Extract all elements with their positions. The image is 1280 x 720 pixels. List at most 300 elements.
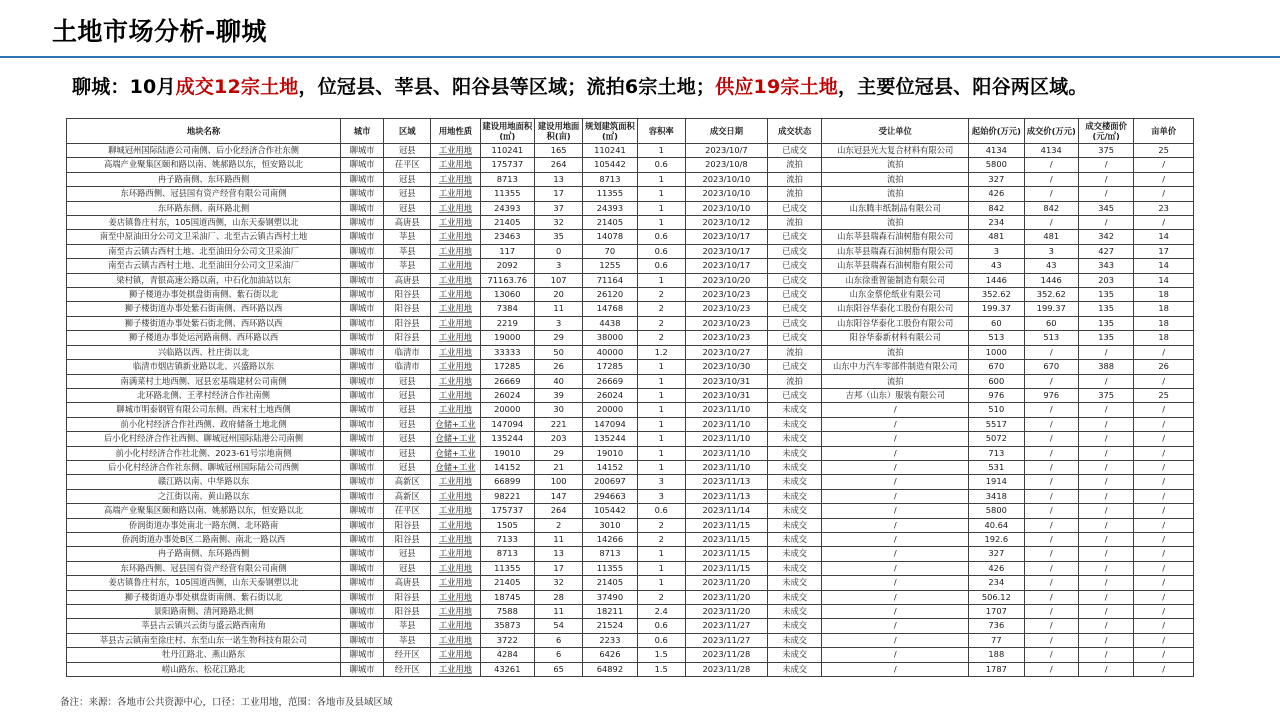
cell-starting-price: 40.64 bbox=[969, 518, 1024, 532]
cell-site-area-mu: 264 bbox=[535, 504, 583, 518]
headline-summary bbox=[72, 72, 1088, 99]
cell-city: 聊城市 bbox=[341, 532, 384, 546]
cell-floor-price: 388 bbox=[1078, 360, 1133, 374]
cell-floor-area-sqm: 26669 bbox=[583, 374, 637, 388]
cell-plot-name: 东环路东侧、南环路北侧 bbox=[67, 201, 341, 215]
cell-site-area-sqm: 26669 bbox=[480, 374, 534, 388]
cell-deal-price: / bbox=[1024, 619, 1078, 633]
cell-site-area-sqm: 18745 bbox=[480, 590, 534, 604]
cell-plot-name: 姜店镇鲁庄村东，105国道西侧，山东天泰钢塑以北 bbox=[67, 216, 341, 230]
cell-deal-date: 2023/10/12 bbox=[685, 216, 767, 230]
cell-city: 聊城市 bbox=[341, 187, 384, 201]
cell-floor-area-sqm: 40000 bbox=[583, 345, 637, 359]
cell-plot-name: 景阳路南侧、清河路路北侧 bbox=[67, 605, 341, 619]
cell-site-area-sqm: 21405 bbox=[480, 216, 534, 230]
cell-site-area-mu: 29 bbox=[535, 446, 583, 460]
cell-site-area-mu: 28 bbox=[535, 590, 583, 604]
cell-site-area-sqm: 11355 bbox=[480, 187, 534, 201]
cell-site-area-sqm: 7384 bbox=[480, 302, 534, 316]
cell-deal-price: / bbox=[1024, 648, 1078, 662]
cell-deal-status: 未成交 bbox=[767, 432, 821, 446]
cell-site-area-mu: 203 bbox=[535, 432, 583, 446]
cell-price-per-mu: / bbox=[1134, 576, 1194, 590]
cell-land-use: 工业用地 bbox=[431, 489, 480, 503]
cell-land-use: 仓储+工业 bbox=[431, 460, 480, 474]
cell-land-use: 工业用地 bbox=[431, 244, 480, 258]
cell-floor-area-sqm: 14768 bbox=[583, 302, 637, 316]
cell-deal-status: 已成交 bbox=[767, 201, 821, 215]
table-row bbox=[67, 244, 1194, 258]
cell-floor-area-sqm: 37490 bbox=[583, 590, 637, 604]
cell-land-use: 仓储+工业 bbox=[431, 417, 480, 431]
cell-price-per-mu: / bbox=[1134, 532, 1194, 546]
cell-land-use: 工业用地 bbox=[431, 144, 480, 158]
cell-buyer: / bbox=[822, 619, 969, 633]
cell-district: 阳谷县 bbox=[384, 518, 431, 532]
cell-price-per-mu: / bbox=[1134, 590, 1194, 604]
cell-plot-name: 冉子路南侧、东环路西侧 bbox=[67, 547, 341, 561]
cell-floor-price: 135 bbox=[1078, 288, 1133, 302]
cell-land-use: 工业用地 bbox=[431, 662, 480, 676]
cell-deal-status: 已成交 bbox=[767, 288, 821, 302]
cell-deal-date: 2023/10/10 bbox=[685, 172, 767, 186]
cell-floor-price: / bbox=[1078, 475, 1133, 489]
cell-deal-date: 2023/10/10 bbox=[685, 187, 767, 201]
column-header-plot-ratio: 容积率 bbox=[637, 119, 685, 144]
cell-district: 冠县 bbox=[384, 403, 431, 417]
cell-floor-price: / bbox=[1078, 489, 1133, 503]
cell-floor-area-sqm: 14152 bbox=[583, 460, 637, 474]
cell-floor-price: / bbox=[1078, 590, 1133, 604]
cell-district: 经开区 bbox=[384, 648, 431, 662]
cell-price-per-mu: / bbox=[1134, 489, 1194, 503]
cell-floor-area-sqm: 2233 bbox=[583, 633, 637, 647]
cell-plot-name: 狮子楼街道办事处紫石街北侧、西环路以西 bbox=[67, 316, 341, 330]
cell-district: 高新区 bbox=[384, 489, 431, 503]
cell-starting-price: 60 bbox=[969, 316, 1024, 330]
cell-floor-area-sqm: 3010 bbox=[583, 518, 637, 532]
cell-deal-price: 976 bbox=[1024, 388, 1078, 402]
table-row bbox=[67, 561, 1194, 575]
table-row bbox=[67, 633, 1194, 647]
cell-deal-status: 流拍 bbox=[767, 345, 821, 359]
cell-deal-price: 513 bbox=[1024, 331, 1078, 345]
cell-plot-name: 莘县古云镇南至徐庄村、东至山东一诺生物科技有限公司 bbox=[67, 633, 341, 647]
cell-buyer: 流拍 bbox=[822, 187, 969, 201]
cell-land-use: 工业用地 bbox=[431, 648, 480, 662]
cell-site-area-sqm: 43261 bbox=[480, 662, 534, 676]
cell-site-area-sqm: 117 bbox=[480, 244, 534, 258]
cell-deal-date: 2023/10/17 bbox=[685, 259, 767, 273]
cell-floor-area-sqm: 18211 bbox=[583, 605, 637, 619]
cell-price-per-mu: 18 bbox=[1134, 316, 1194, 330]
cell-buyer: / bbox=[822, 561, 969, 575]
cell-starting-price: 5800 bbox=[969, 158, 1024, 172]
cell-deal-date: 2023/10/27 bbox=[685, 345, 767, 359]
column-header-district: 区域 bbox=[384, 119, 431, 144]
cell-price-per-mu: 17 bbox=[1134, 244, 1194, 258]
cell-floor-price: / bbox=[1078, 648, 1133, 662]
cell-land-use: 工业用地 bbox=[431, 273, 480, 287]
cell-deal-price: 842 bbox=[1024, 201, 1078, 215]
cell-city: 聊城市 bbox=[341, 403, 384, 417]
cell-buyer: / bbox=[822, 403, 969, 417]
cell-city: 聊城市 bbox=[341, 619, 384, 633]
cell-site-area-mu: 147 bbox=[535, 489, 583, 503]
cell-floor-price: / bbox=[1078, 532, 1133, 546]
cell-deal-price: / bbox=[1024, 460, 1078, 474]
cell-starting-price: 481 bbox=[969, 230, 1024, 244]
cell-price-per-mu: 26 bbox=[1134, 360, 1194, 374]
cell-plot-ratio: 2 bbox=[637, 288, 685, 302]
cell-price-per-mu: 23 bbox=[1134, 201, 1194, 215]
cell-starting-price: 600 bbox=[969, 374, 1024, 388]
column-header-land-use: 用地性质 bbox=[431, 119, 480, 144]
cell-buyer: / bbox=[822, 648, 969, 662]
page-title: 土地市场分析-聊城 bbox=[52, 17, 267, 46]
table-row bbox=[67, 259, 1194, 273]
cell-land-use: 工业用地 bbox=[431, 230, 480, 244]
cell-district: 阳谷县 bbox=[384, 590, 431, 604]
cell-site-area-mu: 3 bbox=[535, 259, 583, 273]
cell-site-area-sqm: 20000 bbox=[480, 403, 534, 417]
cell-floor-price: / bbox=[1078, 547, 1133, 561]
cell-deal-date: 2023/11/13 bbox=[685, 489, 767, 503]
cell-land-use: 工业用地 bbox=[431, 403, 480, 417]
cell-price-per-mu: / bbox=[1134, 417, 1194, 431]
cell-price-per-mu: / bbox=[1134, 158, 1194, 172]
cell-floor-price: / bbox=[1078, 417, 1133, 431]
cell-plot-name: 牡丹江路北、燕山路东 bbox=[67, 648, 341, 662]
cell-buyer: / bbox=[822, 532, 969, 546]
cell-deal-date: 2023/11/14 bbox=[685, 504, 767, 518]
cell-site-area-sqm: 26024 bbox=[480, 388, 534, 402]
cell-deal-date: 2023/11/15 bbox=[685, 532, 767, 546]
cell-floor-price: / bbox=[1078, 633, 1133, 647]
cell-deal-date: 2023/10/31 bbox=[685, 388, 767, 402]
cell-deal-date: 2023/11/15 bbox=[685, 561, 767, 575]
cell-city: 聊城市 bbox=[341, 201, 384, 215]
cell-deal-status: 已成交 bbox=[767, 144, 821, 158]
cell-plot-ratio: 1 bbox=[637, 417, 685, 431]
cell-site-area-sqm: 24393 bbox=[480, 201, 534, 215]
table-row bbox=[67, 216, 1194, 230]
cell-city: 聊城市 bbox=[341, 662, 384, 676]
cell-deal-date: 2023/10/30 bbox=[685, 360, 767, 374]
cell-plot-name: 姜店镇鲁庄村东，105国道西侧，山东天泰钢塑以北 bbox=[67, 576, 341, 590]
cell-floor-area-sqm: 71164 bbox=[583, 273, 637, 287]
cell-buyer: / bbox=[822, 475, 969, 489]
cell-deal-status: 未成交 bbox=[767, 460, 821, 474]
cell-city: 聊城市 bbox=[341, 230, 384, 244]
cell-floor-area-sqm: 14078 bbox=[583, 230, 637, 244]
cell-price-per-mu: / bbox=[1134, 345, 1194, 359]
cell-deal-status: 未成交 bbox=[767, 532, 821, 546]
cell-floor-area-sqm: 1255 bbox=[583, 259, 637, 273]
land-transactions-table bbox=[66, 118, 1194, 677]
cell-district: 阳谷县 bbox=[384, 605, 431, 619]
cell-deal-status: 已成交 bbox=[767, 244, 821, 258]
cell-deal-status: 未成交 bbox=[767, 518, 821, 532]
cell-floor-price: / bbox=[1078, 432, 1133, 446]
cell-deal-status: 已成交 bbox=[767, 259, 821, 273]
cell-plot-ratio: 2 bbox=[637, 316, 685, 330]
cell-starting-price: 736 bbox=[969, 619, 1024, 633]
cell-deal-status: 未成交 bbox=[767, 417, 821, 431]
cell-floor-area-sqm: 8713 bbox=[583, 547, 637, 561]
cell-plot-name: 狮子楼道办事处棋盘街南侧、紫石街以北 bbox=[67, 288, 341, 302]
cell-deal-status: 流拍 bbox=[767, 172, 821, 186]
cell-city: 聊城市 bbox=[341, 561, 384, 575]
cell-city: 聊城市 bbox=[341, 605, 384, 619]
cell-plot-name: 南至中原油田分公司文卫采油厂、北至古云镇古西村土地 bbox=[67, 230, 341, 244]
cell-starting-price: 426 bbox=[969, 561, 1024, 575]
cell-site-area-mu: 35 bbox=[535, 230, 583, 244]
cell-plot-ratio: 0.6 bbox=[637, 619, 685, 633]
cell-price-per-mu: / bbox=[1134, 432, 1194, 446]
cell-deal-price: / bbox=[1024, 576, 1078, 590]
cell-plot-ratio: 1 bbox=[637, 561, 685, 575]
cell-starting-price: 5800 bbox=[969, 504, 1024, 518]
cell-deal-date: 2023/11/28 bbox=[685, 662, 767, 676]
column-header-deal-date: 成交日期 bbox=[685, 119, 767, 144]
cell-district: 阳谷县 bbox=[384, 302, 431, 316]
cell-district: 高唐县 bbox=[384, 273, 431, 287]
cell-buyer: / bbox=[822, 504, 969, 518]
cell-deal-date: 2023/11/28 bbox=[685, 648, 767, 662]
cell-plot-ratio: 1 bbox=[637, 374, 685, 388]
cell-site-area-sqm: 175737 bbox=[480, 504, 534, 518]
cell-plot-ratio: 1 bbox=[637, 273, 685, 287]
cell-deal-price: / bbox=[1024, 518, 1078, 532]
cell-floor-price: / bbox=[1078, 187, 1133, 201]
table-row bbox=[67, 446, 1194, 460]
cell-plot-name: 梁村镇，青银高速公路以南，中石化加油站以东 bbox=[67, 273, 341, 287]
cell-city: 聊城市 bbox=[341, 302, 384, 316]
cell-buyer: 山东阳谷华泰化工股份有限公司 bbox=[822, 316, 969, 330]
cell-site-area-sqm: 19010 bbox=[480, 446, 534, 460]
cell-site-area-mu: 29 bbox=[535, 331, 583, 345]
cell-buyer: 山东金蔡伦纸业有限公司 bbox=[822, 288, 969, 302]
column-header-floor-price: 成交楼面价(元/㎡) bbox=[1078, 119, 1133, 144]
cell-deal-status: 未成交 bbox=[767, 590, 821, 604]
cell-price-per-mu: / bbox=[1134, 446, 1194, 460]
cell-deal-status: 已成交 bbox=[767, 360, 821, 374]
cell-price-per-mu: / bbox=[1134, 460, 1194, 474]
cell-district: 茌平区 bbox=[384, 504, 431, 518]
cell-site-area-mu: 30 bbox=[535, 403, 583, 417]
cell-land-use: 仓储+工业 bbox=[431, 432, 480, 446]
cell-land-use: 工业用地 bbox=[431, 360, 480, 374]
cell-deal-status: 未成交 bbox=[767, 633, 821, 647]
cell-city: 聊城市 bbox=[341, 331, 384, 345]
table-row bbox=[67, 288, 1194, 302]
cell-plot-ratio: 3 bbox=[637, 489, 685, 503]
cell-plot-name: 侨润街道办事处B区二路南侧、南北一路以西 bbox=[67, 532, 341, 546]
cell-floor-price: / bbox=[1078, 403, 1133, 417]
cell-plot-ratio: 1 bbox=[637, 144, 685, 158]
cell-deal-status: 未成交 bbox=[767, 648, 821, 662]
cell-site-area-sqm: 33333 bbox=[480, 345, 534, 359]
cell-plot-ratio: 3 bbox=[637, 475, 685, 489]
cell-deal-status: 已成交 bbox=[767, 316, 821, 330]
cell-buyer: / bbox=[822, 432, 969, 446]
cell-price-per-mu: 14 bbox=[1134, 259, 1194, 273]
cell-deal-price: / bbox=[1024, 432, 1078, 446]
table-row bbox=[67, 302, 1194, 316]
cell-land-use: 工业用地 bbox=[431, 633, 480, 647]
cell-floor-area-sqm: 70 bbox=[583, 244, 637, 258]
cell-floor-price: 135 bbox=[1078, 331, 1133, 345]
cell-floor-price: / bbox=[1078, 216, 1133, 230]
cell-floor-area-sqm: 11355 bbox=[583, 187, 637, 201]
cell-plot-name: 高端产业聚集区颐和路以南、姚郝路以东，恒安路以北 bbox=[67, 504, 341, 518]
cell-site-area-mu: 21 bbox=[535, 460, 583, 474]
cell-floor-price: 135 bbox=[1078, 316, 1133, 330]
cell-site-area-mu: 0 bbox=[535, 244, 583, 258]
cell-deal-status: 未成交 bbox=[767, 561, 821, 575]
cell-starting-price: 234 bbox=[969, 576, 1024, 590]
cell-site-area-mu: 32 bbox=[535, 216, 583, 230]
cell-deal-price: / bbox=[1024, 417, 1078, 431]
cell-plot-ratio: 0.6 bbox=[637, 259, 685, 273]
cell-site-area-sqm: 2092 bbox=[480, 259, 534, 273]
cell-deal-date: 2023/10/23 bbox=[685, 331, 767, 345]
cell-floor-price: / bbox=[1078, 172, 1133, 186]
table-row bbox=[67, 158, 1194, 172]
cell-district: 冠县 bbox=[384, 417, 431, 431]
cell-deal-price: / bbox=[1024, 489, 1078, 503]
cell-deal-date: 2023/11/10 bbox=[685, 417, 767, 431]
cell-floor-price: / bbox=[1078, 662, 1133, 676]
cell-plot-ratio: 1 bbox=[637, 460, 685, 474]
cell-buyer: / bbox=[822, 489, 969, 503]
cell-deal-status: 未成交 bbox=[767, 547, 821, 561]
table-row bbox=[67, 172, 1194, 186]
cell-price-per-mu: / bbox=[1134, 662, 1194, 676]
cell-starting-price: 4134 bbox=[969, 144, 1024, 158]
cell-plot-ratio: 2 bbox=[637, 532, 685, 546]
cell-price-per-mu: / bbox=[1134, 172, 1194, 186]
cell-deal-status: 流拍 bbox=[767, 216, 821, 230]
cell-site-area-sqm: 2219 bbox=[480, 316, 534, 330]
cell-land-use: 工业用地 bbox=[431, 619, 480, 633]
cell-deal-price: / bbox=[1024, 561, 1078, 575]
headline-part: ，主要位冠县、阳谷两区域。 bbox=[837, 76, 1088, 98]
cell-price-per-mu: / bbox=[1134, 504, 1194, 518]
cell-plot-name: 前小化村经济合作社西侧、政府储备土地北侧 bbox=[67, 417, 341, 431]
cell-buyer: / bbox=[822, 633, 969, 647]
cell-district: 高唐县 bbox=[384, 216, 431, 230]
cell-deal-status: 流拍 bbox=[767, 374, 821, 388]
cell-city: 聊城市 bbox=[341, 144, 384, 158]
cell-price-per-mu: / bbox=[1134, 475, 1194, 489]
cell-deal-price: / bbox=[1024, 403, 1078, 417]
cell-district: 阳谷县 bbox=[384, 532, 431, 546]
cell-deal-date: 2023/10/31 bbox=[685, 374, 767, 388]
cell-plot-ratio: 2.4 bbox=[637, 605, 685, 619]
cell-land-use: 工业用地 bbox=[431, 331, 480, 345]
cell-starting-price: 3 bbox=[969, 244, 1024, 258]
column-header-starting-price: 起始价(万元) bbox=[969, 119, 1024, 144]
cell-site-area-sqm: 19000 bbox=[480, 331, 534, 345]
cell-deal-date: 2023/10/23 bbox=[685, 288, 767, 302]
cell-buyer: 流拍 bbox=[822, 172, 969, 186]
cell-buyer: 吉邦（山东）服装有限公司 bbox=[822, 388, 969, 402]
cell-site-area-mu: 13 bbox=[535, 547, 583, 561]
table-row bbox=[67, 201, 1194, 215]
cell-deal-price: / bbox=[1024, 633, 1078, 647]
cell-district: 冠县 bbox=[384, 460, 431, 474]
cell-site-area-mu: 37 bbox=[535, 201, 583, 215]
cell-buyer: / bbox=[822, 547, 969, 561]
column-header-plot-name: 地块名称 bbox=[67, 119, 341, 144]
cell-buyer: / bbox=[822, 605, 969, 619]
cell-city: 聊城市 bbox=[341, 633, 384, 647]
cell-floor-price: / bbox=[1078, 158, 1133, 172]
cell-site-area-mu: 50 bbox=[535, 345, 583, 359]
table-row bbox=[67, 532, 1194, 546]
cell-site-area-mu: 221 bbox=[535, 417, 583, 431]
cell-buyer: 山东莘县瑞森石油树脂有限公司 bbox=[822, 244, 969, 258]
cell-site-area-mu: 11 bbox=[535, 605, 583, 619]
cell-site-area-mu: 6 bbox=[535, 648, 583, 662]
cell-site-area-mu: 26 bbox=[535, 360, 583, 374]
cell-plot-ratio: 0.6 bbox=[637, 244, 685, 258]
table-row bbox=[67, 432, 1194, 446]
cell-floor-price: 375 bbox=[1078, 388, 1133, 402]
cell-deal-date: 2023/11/15 bbox=[685, 518, 767, 532]
cell-buyer: / bbox=[822, 662, 969, 676]
cell-city: 聊城市 bbox=[341, 518, 384, 532]
cell-floor-area-sqm: 105442 bbox=[583, 158, 637, 172]
cell-land-use: 工业用地 bbox=[431, 259, 480, 273]
cell-deal-status: 已成交 bbox=[767, 388, 821, 402]
cell-deal-price: / bbox=[1024, 374, 1078, 388]
cell-plot-ratio: 0.6 bbox=[637, 504, 685, 518]
cell-floor-price: / bbox=[1078, 374, 1133, 388]
cell-site-area-sqm: 1505 bbox=[480, 518, 534, 532]
cell-district: 冠县 bbox=[384, 388, 431, 402]
cell-deal-price: / bbox=[1024, 216, 1078, 230]
cell-site-area-sqm: 175737 bbox=[480, 158, 534, 172]
cell-site-area-mu: 107 bbox=[535, 273, 583, 287]
cell-deal-date: 2023/10/7 bbox=[685, 144, 767, 158]
cell-floor-price: / bbox=[1078, 576, 1133, 590]
cell-floor-price: 345 bbox=[1078, 201, 1133, 215]
cell-land-use: 工业用地 bbox=[431, 504, 480, 518]
cell-floor-area-sqm: 24393 bbox=[583, 201, 637, 215]
cell-plot-name: 前小化村经济合作社北侧、2023-61号宗地南侧 bbox=[67, 446, 341, 460]
cell-price-per-mu: / bbox=[1134, 547, 1194, 561]
cell-site-area-sqm: 98221 bbox=[480, 489, 534, 503]
cell-plot-name: 莘县古云镇兴云街与盛云路西南角 bbox=[67, 619, 341, 633]
cell-floor-price: / bbox=[1078, 619, 1133, 633]
cell-starting-price: 713 bbox=[969, 446, 1024, 460]
cell-price-per-mu: / bbox=[1134, 216, 1194, 230]
cell-deal-price: / bbox=[1024, 532, 1078, 546]
cell-starting-price: 352.62 bbox=[969, 288, 1024, 302]
cell-starting-price: 3418 bbox=[969, 489, 1024, 503]
cell-district: 冠县 bbox=[384, 547, 431, 561]
cell-land-use: 工业用地 bbox=[431, 172, 480, 186]
cell-plot-ratio: 1 bbox=[637, 388, 685, 402]
cell-price-per-mu: / bbox=[1134, 648, 1194, 662]
cell-plot-ratio: 1 bbox=[637, 576, 685, 590]
cell-starting-price: 510 bbox=[969, 403, 1024, 417]
cell-deal-price: / bbox=[1024, 475, 1078, 489]
table-row bbox=[67, 460, 1194, 474]
